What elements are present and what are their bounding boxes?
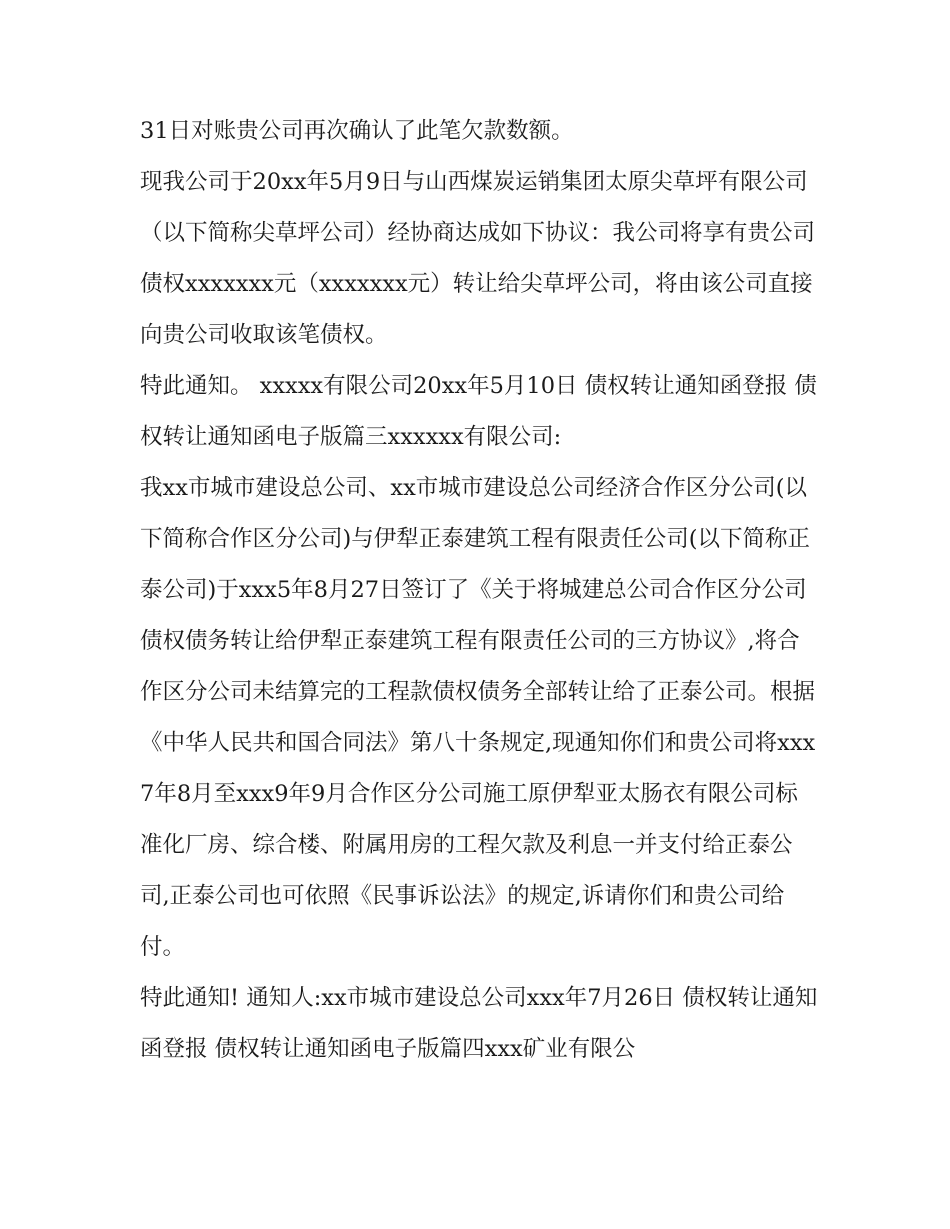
paragraph-three-party-agreement: 我xx市城市建设总公司、xx市城市建设总公司经济合作区分公司(以下简称合作区分公司)与伊犁正泰建筑工程有限责任公司(以下简称正泰公司)于xxx5年8月27日签订了《关于将城建总公司合作区分公司债权债务转让给伊犁正泰建筑工程有限责任公司的三方协议》,将合作区分公司未结算完的工程款债权债务全部转让给了正泰公司。根据《中华人民共和国合同法》第八十条规定,现通知你们和贵公司将xxx7年8月至xxx9年9月合作区分公司施工原伊犁亚太肠衣有限公司标准化厂房、综合楼、附属用房的工程欠款及利息一并支付给正泰公司,正泰公司也可依照《民事诉讼法》的规定,诉请你们和贵公司给付。 — [140, 475, 816, 960]
paragraph-debt-confirmation: 31日对账贵公司再次确认了此笔欠款数额。 — [140, 118, 574, 144]
paragraph-transfer-agreement: 现我公司于20xx年5月9日与山西煤炭运销集团太原尖草坪有限公司（以下简称尖草坪公司）经协商达成如下协议：我公司将享有贵公司债权xxxxxxx元（xxxxxxx元）转让给尖草坪公司，将由该公司直接向贵公司收取该笔债权。 — [140, 169, 816, 348]
paragraph-notice-signature-two: 特此通知! 通知人:xx市城市建设总公司xxx年7月26日 债权转让通知函登报 债权转让通知函电子版篇四xxx矿业有限公 — [140, 985, 818, 1062]
paragraph-notice-signature-one: 特此通知。 xxxxx有限公司20xx年5月10日 债权转让通知函登报 债权转让通知函电子版篇三xxxxxx有限公司: — [140, 373, 817, 450]
document-body — [140, 106, 820, 1075]
